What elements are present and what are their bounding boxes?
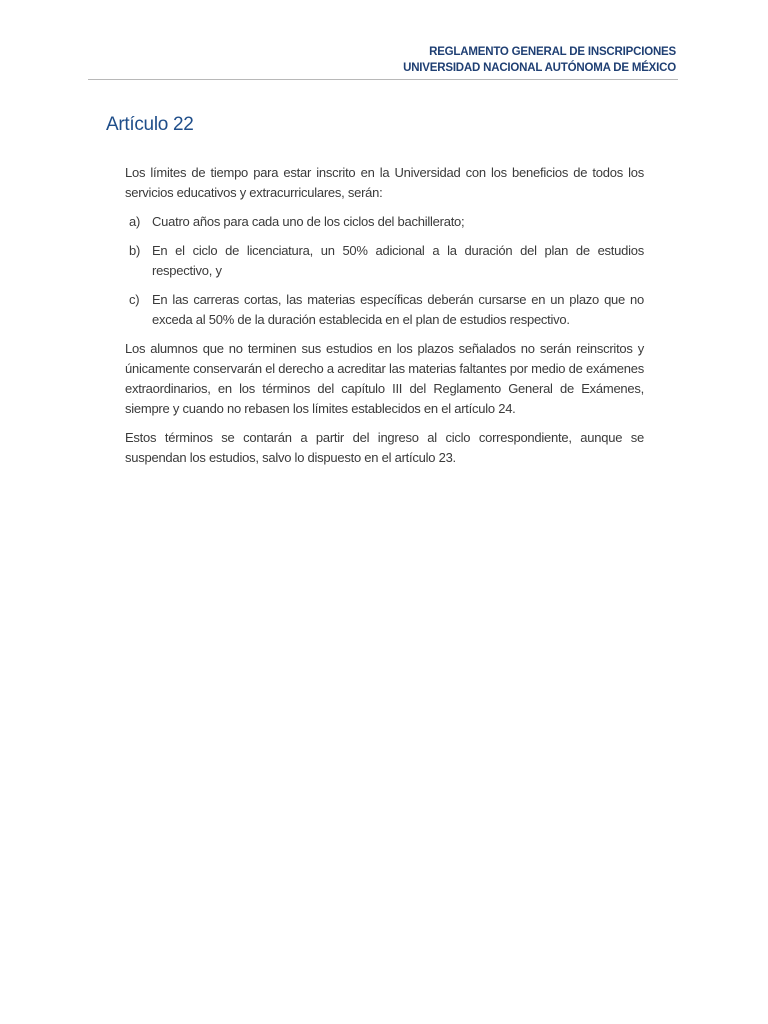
article-paragraph-3: Estos términos se contarán a partir del ingreso al ciclo correspondiente, aunque se suspendan los estudios, salvo lo dispuesto en el artículo 23. (125, 430, 644, 465)
list-item-marker: c) (129, 292, 140, 307)
list-item (125, 241, 644, 281)
article-body (125, 163, 644, 477)
page-header (403, 44, 676, 76)
header-regulation-title: REGLAMENTO GENERAL DE INSCRIPCIONES (429, 46, 676, 58)
article-title: Artículo 22 (106, 114, 194, 135)
article-paragraph-2: Los alumnos que no terminen sus estudios en los plazos señalados no serán reinscritos y únicamente conservarán el derecho a acreditar las materias faltantes por medio de exámenes extraordinarios, en los términos del capítulo III del Reglamento General de Exámenes, siempre y cuando no rebasen los límites establecidos en el artículo 24. (125, 341, 644, 416)
article-list (125, 212, 644, 330)
list-item (125, 290, 644, 330)
list-item-marker: b) (129, 243, 141, 258)
list-item-text: En las carreras cortas, las materias específicas deberán cursarse en un plazo que no exceda al 50% de la duración establecida en el plan de estudios respectivo. (152, 292, 644, 327)
list-item-text: En el ciclo de licenciatura, un 50% adicional a la duración del plan de estudios respectivo, y (152, 243, 644, 278)
list-item-marker: a) (129, 214, 141, 229)
list-item (125, 212, 644, 232)
article-intro-paragraph: Los límites de tiempo para estar inscrito en la Universidad con los beneficios de todos los servicios educativos y extracurriculares, serán: (125, 165, 644, 200)
header-university-name: UNIVERSIDAD NACIONAL AUTÓNOMA DE MÉXICO (403, 62, 676, 74)
header-divider (88, 79, 678, 80)
list-item-text: Cuatro años para cada uno de los ciclos del bachillerato; (152, 214, 465, 229)
